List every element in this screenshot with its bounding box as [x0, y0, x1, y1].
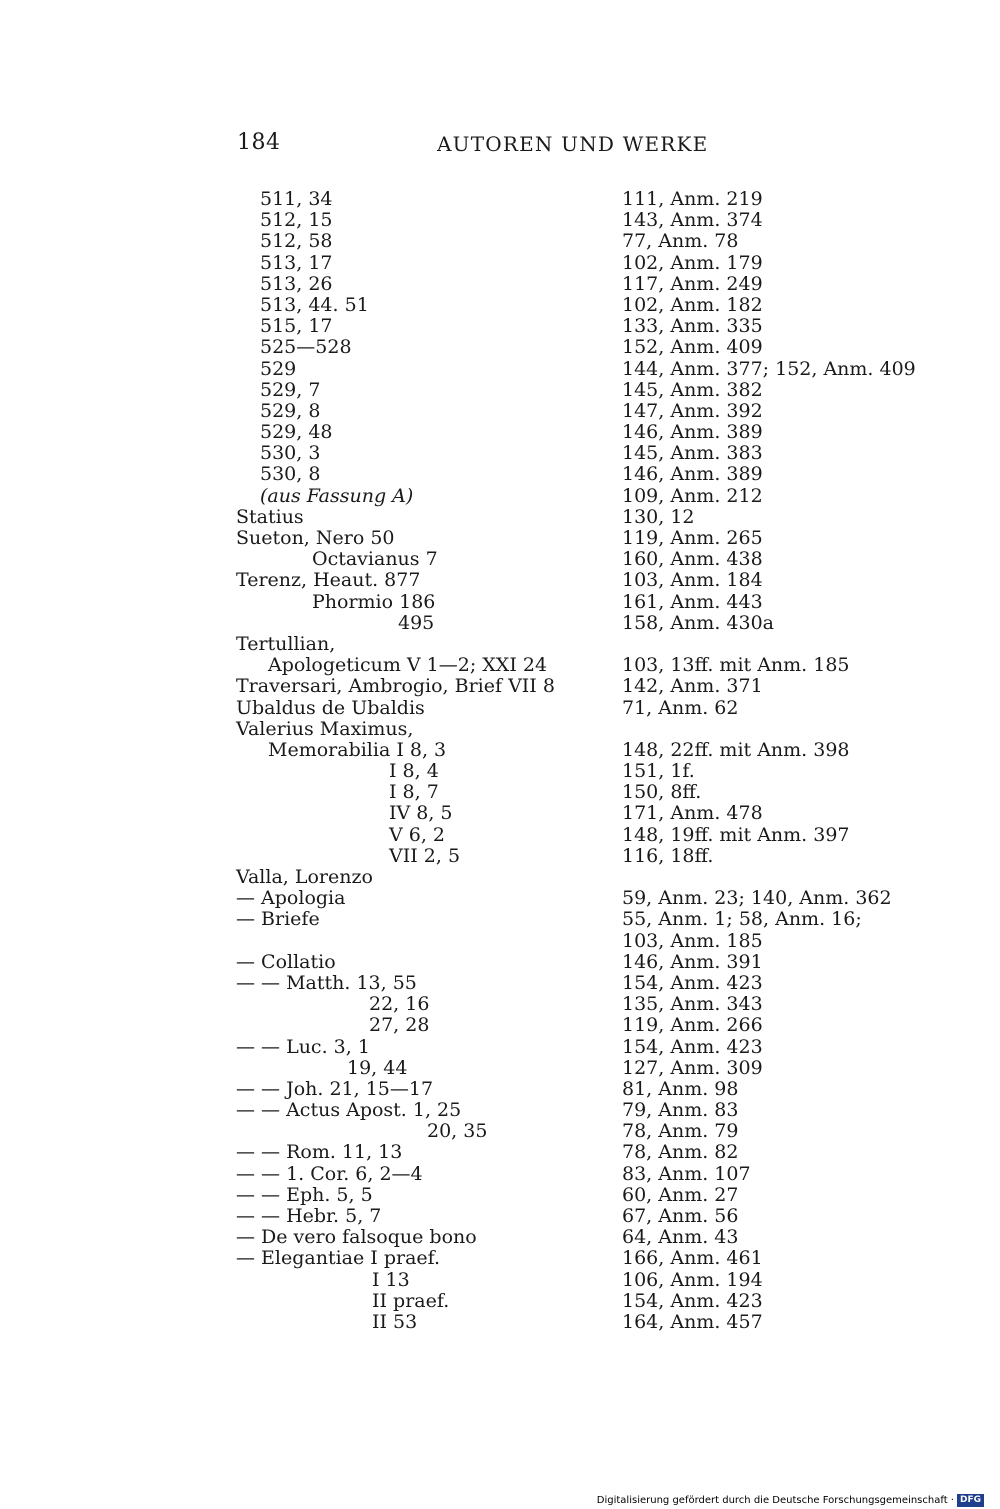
index-entry-page-refs: 55, Anm. 1; 58, Anm. 16; — [622, 908, 862, 931]
index-entry-page-refs: 119, Anm. 266 — [622, 1014, 763, 1037]
index-entry-page-refs: 64, Anm. 43 — [622, 1226, 739, 1249]
index-row — [236, 570, 956, 591]
index-entry-page-refs: 135, Anm. 343 — [622, 993, 763, 1016]
index-entry-reference: Terenz, Heaut. 877 — [236, 569, 421, 592]
index-row — [236, 337, 956, 358]
index-entries — [236, 189, 956, 1333]
index-row — [236, 359, 956, 380]
index-row — [236, 1079, 956, 1100]
index-row — [236, 1291, 956, 1312]
index-entry-reference: II 53 — [372, 1310, 418, 1333]
index-entry-page-refs: 160, Anm. 438 — [622, 548, 763, 571]
index-entry-reference: — Elegantiae I praef. — [236, 1247, 441, 1270]
index-row — [236, 994, 956, 1015]
index-row — [236, 888, 956, 909]
index-entry-page-refs: 78, Anm. 82 — [622, 1141, 739, 1164]
index-row — [236, 316, 956, 337]
index-entry-reference: 515, 17 — [260, 315, 333, 338]
index-row — [236, 655, 956, 676]
index-entry-page-refs: 148, 22ff. mit Anm. 398 — [622, 738, 850, 761]
index-entry-reference: — Apologia — [236, 887, 346, 910]
index-row — [236, 486, 956, 507]
dfg-logo: DFG — [957, 1494, 984, 1507]
index-entry-reference: 495 — [398, 611, 435, 634]
index-entry-page-refs: 116, 18ff. — [622, 844, 714, 867]
index-entry-reference: 530, 3 — [260, 442, 321, 465]
index-entry-page-refs: 152, Anm. 409 — [622, 336, 763, 359]
index-entry-page-refs: 78, Anm. 79 — [622, 1120, 739, 1143]
index-entry-reference: V 6, 2 — [389, 823, 446, 846]
index-entry-reference: 20, 35 — [427, 1120, 488, 1143]
running-title: AUTOREN UND WERKE — [437, 132, 709, 156]
index-entry-reference: Ubaldus de Ubaldis — [236, 696, 425, 719]
index-entry-page-refs: 145, Anm. 382 — [622, 378, 763, 401]
index-entry-reference: — — Luc. 3, 1 — [236, 1035, 370, 1058]
digitization-footer — [597, 1494, 984, 1507]
index-entry-reference: Valerius Maximus, — [236, 717, 414, 740]
index-entry-reference: Octavianus 7 — [312, 548, 438, 571]
index-entry-page-refs: 111, Anm. 219 — [622, 188, 763, 210]
index-entry-page-refs: 109, Anm. 212 — [622, 484, 763, 507]
index-entry-reference: 529, 7 — [260, 378, 321, 401]
index-entry-page-refs: 171, Anm. 478 — [622, 802, 763, 825]
index-row — [236, 1248, 956, 1269]
index-row — [236, 231, 956, 252]
index-entry-reference: Traversari, Ambrogio, Brief VII 8 — [236, 675, 555, 698]
index-entry-page-refs: 103, Anm. 185 — [622, 929, 763, 952]
index-row — [236, 401, 956, 422]
index-row — [236, 1142, 956, 1163]
index-entry-page-refs: 161, Anm. 443 — [622, 590, 763, 613]
index-entry-reference: 513, 17 — [260, 251, 333, 274]
index-row — [236, 719, 956, 740]
index-entry-page-refs: 79, Anm. 83 — [622, 1099, 739, 1122]
index-entry-reference: 529 — [260, 357, 297, 380]
index-row — [236, 1164, 956, 1185]
index-entry-reference: — — 1. Cor. 6, 2—4 — [236, 1162, 423, 1185]
index-entry-reference: — — Matth. 13, 55 — [236, 971, 417, 994]
index-row — [236, 740, 956, 761]
index-entry-page-refs: 71, Anm. 62 — [622, 696, 739, 719]
index-entry-page-refs: 150, 8ff. — [622, 781, 702, 804]
index-row — [236, 698, 956, 719]
index-row — [236, 973, 956, 994]
index-row — [236, 909, 956, 930]
index-entry-page-refs: 164, Anm. 457 — [622, 1310, 763, 1333]
index-row — [236, 931, 956, 952]
index-entry-reference: — — Hebr. 5, 7 — [236, 1205, 382, 1227]
index-row — [236, 1100, 956, 1121]
index-row — [236, 1058, 956, 1079]
index-entry-page-refs: 166, Anm. 461 — [622, 1247, 763, 1270]
index-entry-page-refs: 148, 19ff. mit Anm. 397 — [622, 823, 850, 846]
index-entry-page-refs: 145, Anm. 383 — [622, 442, 763, 465]
index-row — [236, 782, 956, 803]
index-entry-reference: 19, 44 — [347, 1056, 408, 1079]
index-entry-page-refs: 83, Anm. 107 — [622, 1162, 751, 1185]
index-entry-reference: Tertullian, — [236, 632, 336, 655]
index-row — [236, 443, 956, 464]
index-row — [236, 634, 956, 655]
index-entry-reference: Valla, Lorenzo — [236, 866, 373, 888]
index-entry-page-refs: 102, Anm. 182 — [622, 293, 763, 316]
index-entry-page-refs: 60, Anm. 27 — [622, 1183, 739, 1206]
index-entry-reference: 27, 28 — [369, 1014, 430, 1037]
index-entry-reference: VII 2, 5 — [389, 844, 461, 867]
index-row — [236, 676, 956, 697]
index-row — [236, 1227, 956, 1248]
index-row — [236, 528, 956, 549]
index-entry-reference: I 8, 4 — [389, 760, 439, 783]
index-entry-page-refs: 67, Anm. 56 — [622, 1205, 739, 1227]
index-row — [236, 1015, 956, 1036]
index-entry-reference: — — Actus Apost. 1, 25 — [236, 1099, 462, 1122]
index-entry-page-refs: 154, Anm. 423 — [622, 1289, 763, 1312]
index-entry-page-refs: 151, 1f. — [622, 760, 695, 783]
index-entry-page-refs: 102, Anm. 179 — [622, 251, 763, 274]
index-entry-reference: Statius — [236, 505, 304, 528]
index-row — [236, 380, 956, 401]
index-entry-page-refs: 154, Anm. 423 — [622, 1035, 763, 1058]
index-entry-reference: 529, 8 — [260, 399, 321, 422]
index-entry-reference: Apologeticum V 1—2; XXI 24 — [268, 654, 548, 677]
index-row — [236, 1185, 956, 1206]
index-row — [236, 274, 956, 295]
index-row — [236, 253, 956, 274]
index-row — [236, 613, 956, 634]
index-row — [236, 1206, 956, 1227]
index-entry-page-refs: 103, 13ff. mit Anm. 185 — [622, 654, 850, 677]
index-entry-page-refs: 77, Anm. 78 — [622, 230, 739, 253]
index-entry-reference: Phormio 186 — [312, 590, 436, 613]
index-row — [236, 1121, 956, 1142]
index-entry-reference: — Briefe — [236, 908, 320, 931]
index-row — [236, 507, 956, 528]
index-row — [236, 1037, 956, 1058]
index-entry-reference: — — Rom. 11, 13 — [236, 1141, 403, 1164]
index-entry-reference: IV 8, 5 — [389, 802, 453, 825]
index-entry-page-refs: 146, Anm. 389 — [622, 463, 763, 486]
index-row — [236, 846, 956, 867]
index-row — [236, 825, 956, 846]
index-entry-reference: 525—528 — [260, 336, 352, 359]
index-entry-reference: 513, 26 — [260, 272, 333, 295]
index-entry-reference: 513, 44. 51 — [260, 293, 369, 316]
index-row — [236, 210, 956, 231]
index-entry-reference: — De vero falsoque bono — [236, 1226, 477, 1249]
index-entry-page-refs: 146, Anm. 389 — [622, 421, 763, 444]
index-entry-page-refs: 59, Anm. 23; 140, Anm. 362 — [622, 887, 892, 910]
index-entry-reference: 511, 34 — [260, 188, 333, 210]
footer-text: Digitalisierung gefördert durch die Deutsche Forschungsgemeinschaft · — [596, 1495, 954, 1506]
index-row — [236, 867, 956, 888]
index-entry-reference: I 13 — [372, 1268, 410, 1291]
index-entry-reference: — — Eph. 5, 5 — [236, 1183, 373, 1206]
index-entry-reference: 512, 58 — [260, 230, 333, 253]
index-entry-reference: Memorabilia I 8, 3 — [268, 738, 447, 761]
index-entry-reference: I 8, 7 — [389, 781, 439, 804]
index-entry-page-refs: 106, Anm. 194 — [622, 1268, 763, 1291]
index-entry-page-refs: 142, Anm. 371 — [622, 675, 763, 698]
index-entry-page-refs: 158, Anm. 430a — [622, 611, 774, 634]
page-number: 184 — [237, 130, 281, 155]
index-row — [236, 761, 956, 782]
index-entry-page-refs: 146, Anm. 391 — [622, 950, 763, 973]
index-entry-page-refs: 117, Anm. 249 — [622, 272, 763, 295]
index-row — [236, 803, 956, 824]
index-entry-reference: — — Joh. 21, 15—17 — [236, 1077, 434, 1100]
index-row — [236, 1312, 956, 1333]
index-entry-page-refs: 154, Anm. 423 — [622, 971, 763, 994]
index-entry-page-refs: 103, Anm. 184 — [622, 569, 763, 592]
index-entry-reference: — Collatio — [236, 950, 336, 973]
index-entry-page-refs: 81, Anm. 98 — [622, 1077, 739, 1100]
index-entry-reference: 512, 15 — [260, 209, 333, 232]
index-entry-reference: Sueton, Nero 50 — [236, 527, 395, 549]
index-row — [236, 549, 956, 570]
index-entry-page-refs: 147, Anm. 392 — [622, 399, 763, 422]
index-entry-reference: 530, 8 — [260, 463, 321, 486]
index-entry-reference: 22, 16 — [369, 993, 430, 1016]
index-entry-reference: (aus Fassung A) — [260, 484, 414, 507]
index-row — [236, 422, 956, 443]
index-entry-page-refs: 127, Anm. 309 — [622, 1056, 763, 1079]
index-row — [236, 464, 956, 485]
index-entry-reference: 529, 48 — [260, 421, 333, 444]
index-row — [236, 952, 956, 973]
index-row — [236, 189, 956, 210]
index-row — [236, 1270, 956, 1291]
index-entry-page-refs: 143, Anm. 374 — [622, 209, 763, 232]
index-row — [236, 295, 956, 316]
index-entry-page-refs: 133, Anm. 335 — [622, 315, 763, 338]
index-entry-page-refs: 144, Anm. 377; 152, Anm. 409 — [622, 357, 916, 380]
index-row — [236, 592, 956, 613]
index-entry-reference: II praef. — [372, 1289, 450, 1312]
index-entry-page-refs: 130, 12 — [622, 505, 695, 528]
index-entry-page-refs: 119, Anm. 265 — [622, 527, 763, 549]
